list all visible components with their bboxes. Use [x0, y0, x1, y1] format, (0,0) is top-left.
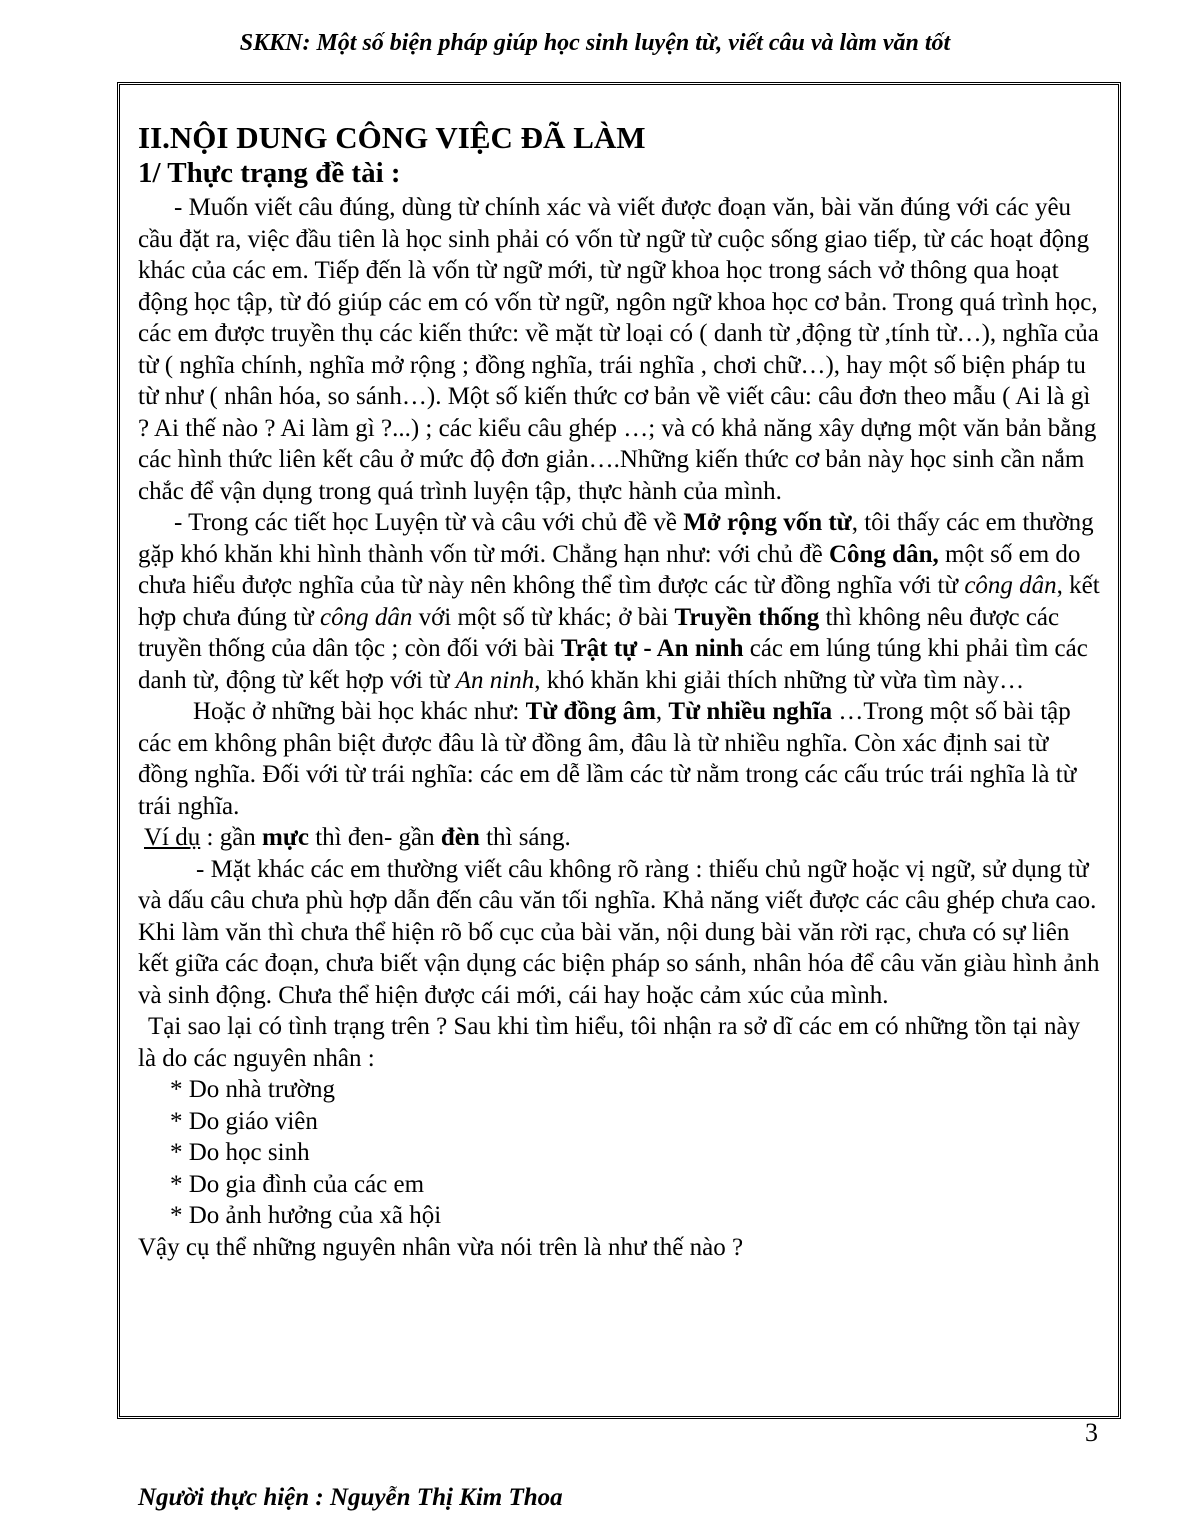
causes-list: [138, 1074, 1102, 1232]
paragraph-4: - Mặt khác các em thường viết câu không rõ ràng : thiếu chủ ngữ hoặc vị ngữ, sử dụng từ và dấu câu chưa phù hợp dẫn đến câu văn tối nghĩa. Khả năng viết được các câu ghép chưa cao. Khi làm văn thì chưa thể hiện rõ bố cục của bài văn, nội dung bài văn rời rạc, chưa có sự liên kết giữa các đoạn, chưa biết vận dụng các biện pháp so sánh, nhân hóa để câu văn giàu hình ảnh và sinh động. Chưa thể hiện được cái mới, cái hay hoặc cảm xúc của mình.: [138, 855, 1100, 1009]
example-line: Ví dụ : gần mực thì đen- gần đèn thì sáng.: [144, 824, 571, 851]
paragraph-5: Tại sao lại có tình trạng trên ? Sau khi tìm hiểu, tôi nhận ra sở dĩ các em có những tồn tại này là do các nguyên nhân :: [138, 1013, 1081, 1072]
list-item: * Do giáo viên: [170, 1107, 318, 1135]
list-item: * Do gia đình của các em: [170, 1170, 425, 1198]
paragraph-3: Hoặc ở những bài học khác như: Từ đồng âm, Từ nhiều nghĩa …Trong một số bài tập các em không phân biệt được đâu là từ đồng âm, đâu là từ nhiều nghĩa. Còn xác định sai từ đồng nghĩa. Đối với từ trái nghĩa: các em dễ lầm các từ nằm trong các cấu trúc trái nghĩa là từ trái nghĩa.: [138, 698, 1077, 820]
paragraph-1: - Muốn viết câu đúng, dùng từ chính xác và viết được đoạn văn, bài văn đúng với các yêu cầu đặt ra, việc đầu tiên là học sinh phải có vốn từ ngữ từ cuộc sống giao tiếp, từ các hoạt động khác của các em. Tiếp đến là vốn từ ngữ mới, từ ngữ khoa học trong sách vở thông qua hoạt động học tập, từ đó giúp các em có vốn từ ngữ, ngôn ngữ khoa học cơ bản. Trong quá trình học, các em được truyền thụ các kiến thức: về mặt từ loại có ( danh từ ,động từ ,tính từ…), nghĩa của từ ( nghĩa chính, nghĩa mở rộng ; đồng nghĩa, trái nghĩa , chơi chữ…), hay một số biện pháp tu từ như ( nhân hóa, so sánh…). Một số kiến thức cơ bản về viết câu: câu đơn theo mẫu ( Ai là gì ? Ai thế nào ? Ai làm gì ?...) ; các kiểu câu ghép …; và có khả năng xây dựng một văn bản bằng các hình thức liên kết câu ở mức độ đơn giản….Những kiến thức cơ bản này học sinh cần nắm chắc để vận dụng trong quá trình luyện tập, thực hành của mình.: [138, 194, 1099, 505]
list-item: * Do nhà trường: [170, 1076, 335, 1103]
section-heading: II.NỘI DUNG CÔNG VIỆC ĐÃ LÀM: [138, 120, 646, 155]
document-footer: Người thực hiện : Nguyễn Thị Kim Thoa: [138, 1484, 563, 1511]
example-label: Ví dụ: [144, 824, 201, 851]
closing-question: Vậy cụ thể những nguyên nhân vừa nói trên là như thế nào ?: [138, 1233, 744, 1261]
paragraph-2: - Trong các tiết học Luyện từ và câu với chủ đề về Mở rộng vốn từ, tôi thấy các em thường gặp khó khăn khi hình thành vốn từ mới. Chẳng hạn như: với chủ đề Công dân, một số em do chưa hiểu được nghĩa của từ này nên không thể tìm được các từ đồng nghĩa với từ công dân, kết hợp chưa đúng từ công dân với một số từ khác; ở bài Truyền thống thì không nêu được các truyền thống của dân tộc ; còn đối với bài Trật tự - An ninh các em lúng túng khi phải tìm các danh từ, động từ kết hợp với từ An ninh, khó khăn khi giải thích những từ vừa tìm này…: [138, 509, 1100, 694]
content-body: [138, 120, 1102, 1263]
list-item: * Do ảnh hưởng của xã hội: [170, 1202, 442, 1229]
list-item: * Do học sinh: [170, 1139, 310, 1166]
section-subheading: 1/ Thực trạng đề tài :: [138, 157, 401, 189]
document-header: SKKN: Một số biện pháp giúp học sinh luyện từ, viết câu và làm văn tốt: [239, 30, 951, 56]
page-number: 3: [1085, 1418, 1098, 1447]
